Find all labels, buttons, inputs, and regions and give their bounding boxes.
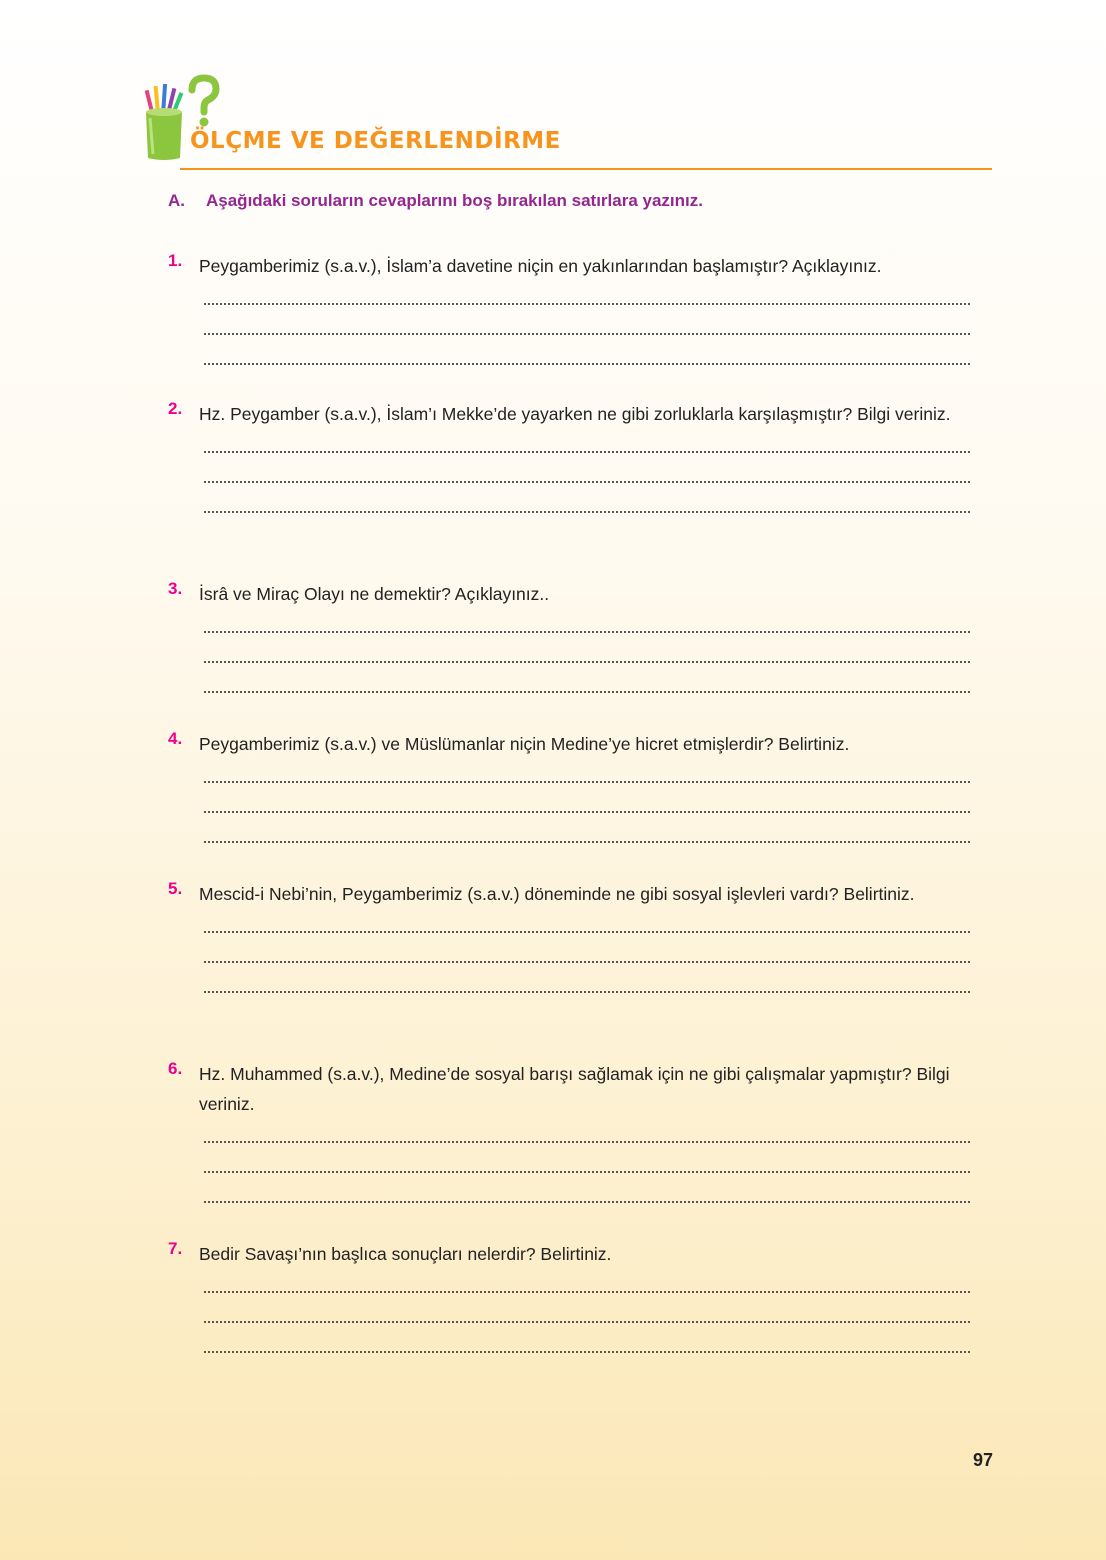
question-number: 2. <box>168 399 183 418</box>
answer-line[interactable] <box>204 911 970 941</box>
question-text: Peygamberimiz (s.a.v.), İslam’a davetine niçin en yakınlarından başlamıştır? Açıklayınız. <box>199 256 882 276</box>
question-number: 4. <box>168 729 183 748</box>
answer-line[interactable] <box>204 641 970 671</box>
answer-lines <box>204 431 996 521</box>
question-4 <box>168 729 996 851</box>
answer-lines <box>204 1121 996 1211</box>
answer-lines <box>204 611 996 701</box>
answer-lines <box>204 911 996 1001</box>
question-number: 3. <box>168 579 183 598</box>
answer-line[interactable] <box>204 1181 970 1211</box>
question-2 <box>168 399 996 521</box>
answer-lines <box>204 283 996 373</box>
question-6 <box>168 1059 996 1211</box>
answer-line[interactable] <box>204 491 970 521</box>
answer-lines <box>204 1271 996 1361</box>
answer-line[interactable] <box>204 431 970 461</box>
answer-line[interactable] <box>204 1331 970 1361</box>
question-3 <box>168 579 996 701</box>
answer-line[interactable] <box>204 313 970 343</box>
question-text: Hz. Muhammed (s.a.v.), Medine’de sosyal barışı sağlamak için ne gibi çalışmalar yapmıştır? Bilgi veriniz. <box>199 1064 950 1114</box>
answer-line[interactable] <box>204 971 970 1001</box>
answer-line[interactable] <box>204 343 970 373</box>
question-text: Bedir Savaşı’nın başlıca sonuçları nelerdir? Belirtiniz. <box>199 1244 612 1264</box>
section-letter: A. <box>168 191 185 210</box>
title-divider <box>180 168 992 170</box>
question-text: Hz. Peygamber (s.a.v.), İslam’ı Mekke’de yayarken ne gibi zorluklarla karşılaşmıştır? Bilgi veriniz. <box>199 404 951 424</box>
answer-line[interactable] <box>204 1151 970 1181</box>
question-text: İsrâ ve Miraç Olayı ne demektir? Açıklayınız.. <box>199 584 550 604</box>
answer-line[interactable] <box>204 611 970 641</box>
question-1 <box>168 251 996 373</box>
answer-line[interactable] <box>204 1121 970 1151</box>
instruction-text: Aşağıdaki soruların cevaplarını boş bırakılan satırlara yazınız. <box>206 191 703 210</box>
answer-line[interactable] <box>204 283 970 313</box>
page-title: ÖLÇME VE DEĞERLENDİRME <box>190 128 561 154</box>
question-number: 5. <box>168 879 183 898</box>
answer-line[interactable] <box>204 791 970 821</box>
question-text: Peygamberimiz (s.a.v.) ve Müslümanlar niçin Medine’ye hicret etmişlerdir? Belirtiniz. <box>199 734 850 754</box>
answer-line[interactable] <box>204 821 970 851</box>
question-5 <box>168 879 996 1001</box>
question-number: 7. <box>168 1239 183 1258</box>
page-header <box>140 72 992 172</box>
answer-line[interactable] <box>204 941 970 971</box>
answer-line[interactable] <box>204 1301 970 1331</box>
answer-line[interactable] <box>204 671 970 701</box>
question-number: 1. <box>168 251 183 270</box>
answer-line[interactable] <box>204 1271 970 1301</box>
answer-line[interactable] <box>204 461 970 491</box>
question-text: Mescid-i Nebi’nin, Peygamberimiz (s.a.v.) döneminde ne gibi sosyal işlevleri vardı? Belirtiniz. <box>199 884 915 904</box>
section-instruction <box>168 191 703 211</box>
question-7 <box>168 1239 996 1361</box>
question-number: 6. <box>168 1059 183 1078</box>
page-number: 97 <box>972 1450 993 1470</box>
answer-line[interactable] <box>204 761 970 791</box>
answer-lines <box>204 761 996 851</box>
